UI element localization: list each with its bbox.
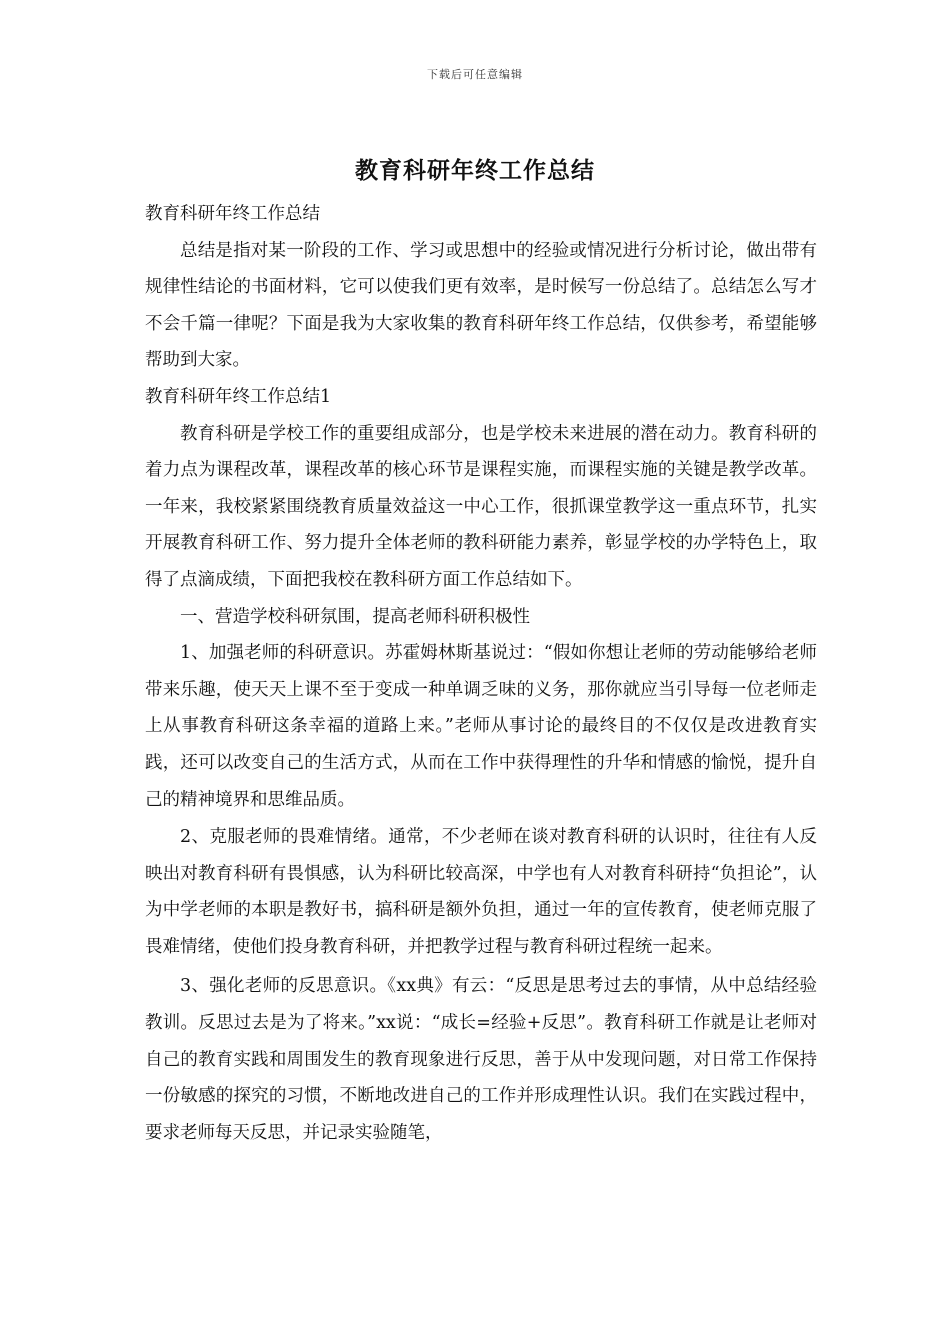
header-note: 下载后可任意编辑 — [427, 68, 523, 81]
section-heading-1: 教育科研年终工作总结1 — [145, 386, 332, 407]
intro-paragraph: 总结是指对某一阶段的工作、学习或思想中的经验或情况进行分析讨论，做出带有规律性结论的书面材料，它可以使我们更有效率，是时候写一份总结了。总结怎么写才不会千篇一律呢？下面是我为大家收集的教育科研年终工作总结，仅供参考，希望能够帮助到大家。 — [145, 240, 817, 371]
body-paragraph-4: 3、强化老师的反思意识。《xx典》有云：“反思是思考过去的事情，从中总结经验教训。反思过去是为了将来。”xx说：“成长=经验+反思”。教育科研工作就是让老师对自己的教育实践和周围发生的教育现象进行反思，善于从中发现问题，对日常工作保持一份敏感的探究的习惯，不断地改进自己的工作并形成理性认识。我们在实践过程中，要求老师每天反思，并记录实验随笔， — [145, 976, 817, 1143]
subtitle-paragraph: 教育科研年终工作总结 — [145, 204, 320, 224]
body-paragraph-1: 教育科研是学校工作的重要组成部分，也是学校未来进展的潜在动力。教育科研的着力点为课程改革，课程改革的核心环节是课程实施，而课程实施的关键是教学改革。一年来，我校紧紧围绕教育质量效益这一中心工作，很抓课堂教学这一重点环节，扎实开展教育科研工作、努力提升全体老师的教科研能力素养，彰显学校的办学特色上，取得了点滴成绩，下面把我校在教科研方面工作总结如下。 — [145, 423, 817, 590]
document-title: 教育科研年终工作总结 — [355, 158, 595, 184]
body-paragraph-2: 1、加强老师的科研意识。苏霍姆林斯基说过：“假如你想让老师的劳动能够给老师带来乐趣，使天天上课不至于变成一种单调乏味的义务，那你就应当引导每一位老师走上从事教育科研这条幸福的道路上来。”老师从事讨论的最终目的不仅仅是改进教育实践，还可以改变自己的生活方式，从而在工作中获得理性的升华和情感的愉悦，提升自己的精神境界和思维品质。 — [145, 643, 817, 810]
document-body — [145, 196, 817, 1151]
body-paragraph-3: 2、克服老师的畏难情绪。通常，不少老师在谈对教育科研的认识时，往往有人反映出对教育科研有畏惧感，认为科研比较高深，中学也有人对教育科研持“负担论”，认为中学老师的本职是教好书，搞科研是额外负担，通过一年的宣传教育，使老师克服了畏难情绪，使他们投身教育科研，并把教学过程与教育科研过程统一起来。 — [145, 827, 817, 957]
subheading-1: 一、营造学校科研氛围，提高老师科研积极性 — [180, 606, 530, 627]
